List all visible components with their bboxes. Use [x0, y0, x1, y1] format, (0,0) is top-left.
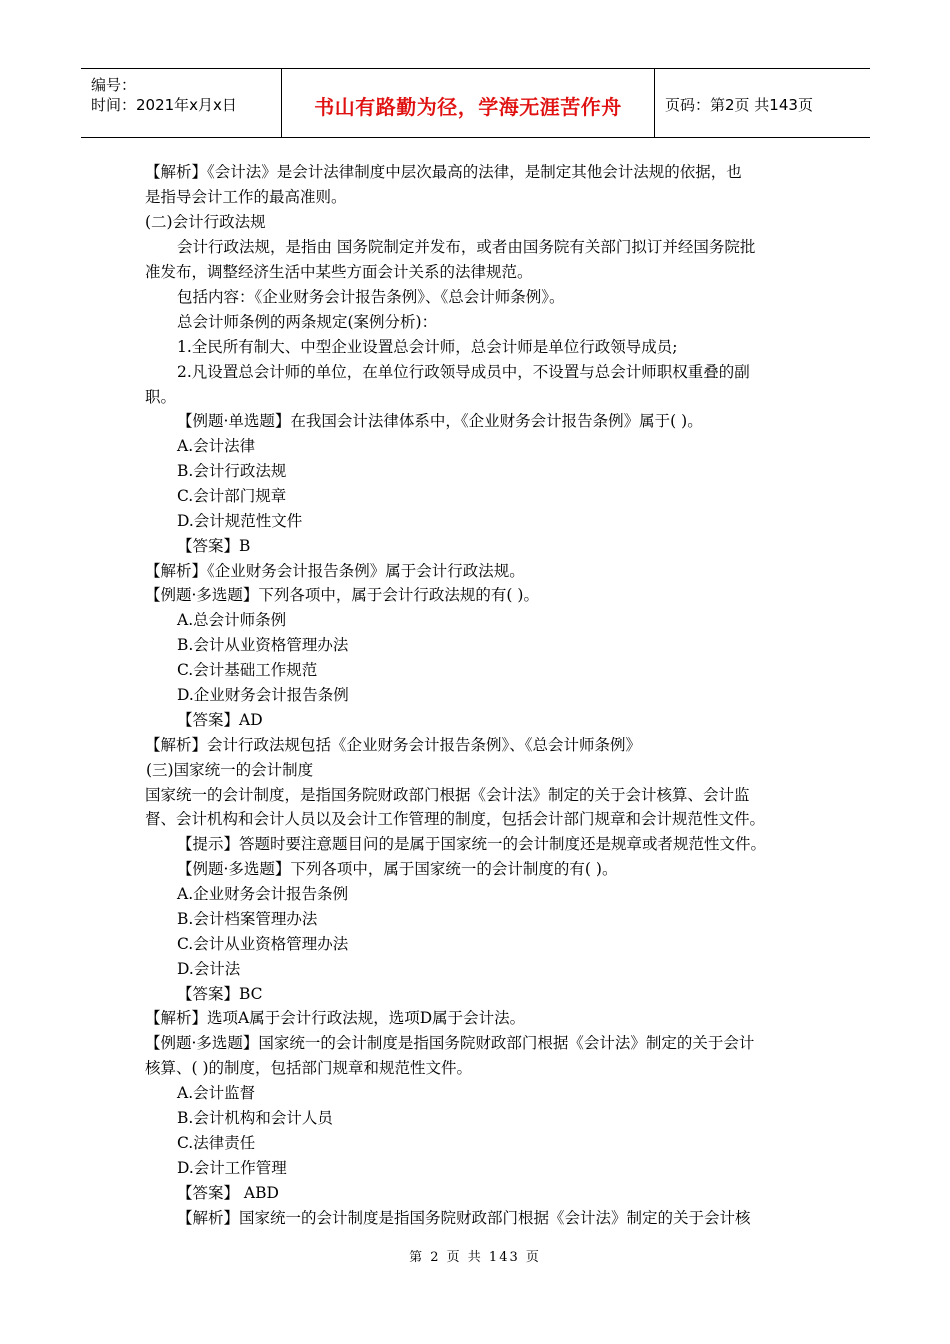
body-line: 包括内容：《企业财务会计报告条例》、《总会计师条例》。 [177, 288, 565, 306]
body-line: 国家统一的会计制度，是指国务院财政部门根据《会计法》制定的关于会计核算、会计监 [145, 786, 750, 804]
section-heading: (二)会计行政法规 [145, 213, 266, 231]
document-time-label: 时间：2021年x月x日 [91, 96, 237, 114]
answer-line: 【答案】BC [177, 985, 263, 1003]
option-line: D.会计工作管理 [177, 1159, 287, 1177]
body-line: 职。 [145, 388, 177, 406]
analysis-line: 【解析】《企业财务会计报告条例》属于会计行政法规。 [145, 562, 525, 580]
analysis-line: 【解析】国家统一的会计制度是指国务院财政部门根据《会计法》制定的关于会计核 [177, 1209, 751, 1227]
option-line: B.会计档案管理办法 [177, 910, 318, 928]
question-line: 【例题·多选题】下列各项中，属于国家统一的会计制度的有( )。 [177, 860, 618, 878]
page-footer [0, 1246, 950, 1265]
body-line: 总会计师条例的两条规定(案例分析)： [177, 313, 438, 331]
question-line: 【例题·多选题】下列各项中，属于会计行政法规的有( )。 [145, 586, 539, 604]
option-line: C.会计部门规章 [177, 487, 287, 505]
answer-line: 【答案】 ABD [177, 1184, 279, 1202]
header-motto: 书山有路勤为径，学海无涯苦作舟 [314, 95, 622, 119]
question-line: 【例题·单选题】在我国会计法律体系中，《企业财务会计报告条例》属于( )。 [177, 412, 703, 430]
option-line: C.会计基础工作规范 [177, 661, 318, 679]
analysis-line: 【解析】会计行政法规包括《企业财务会计报告条例》、《总会计师条例》 [145, 736, 642, 754]
question-line: 【例题·多选题】国家统一的会计制度是指国务院财政部门根据《会计法》制定的关于会计 [145, 1034, 755, 1052]
option-line: D.企业财务会计报告条例 [177, 686, 349, 704]
analysis-line: 【解析】选项A属于会计行政法规，选项D属于会计法。 [145, 1009, 526, 1027]
option-line: C.会计从业资格管理办法 [177, 935, 349, 953]
option-line: B.会计机构和会计人员 [177, 1109, 333, 1127]
option-line: D.会计法 [177, 960, 241, 978]
section-heading: (三)国家统一的会计制度 [146, 761, 314, 779]
answer-line: 【答案】B [177, 537, 251, 555]
header-meta-cell [81, 69, 282, 137]
header-page-info: 页码：第2页 共143页 [665, 96, 813, 114]
body-line: 1.全民所有制大、中型企业设置总会计师，总会计师是单位行政领导成员; [177, 338, 678, 356]
footer-page-number: 第 2 页 共 143 页 [409, 1250, 541, 1265]
option-line: B.会计从业资格管理办法 [177, 636, 349, 654]
option-line: D.会计规范性文件 [177, 512, 303, 530]
body-line: 督、会计机构和会计人员以及会计工作管理的制度，包括会计部门规章和会计规范性文件。 [145, 810, 766, 828]
option-line: A.会计法律 [177, 437, 256, 455]
tip-line: 【提示】答题时要注意题目问的是属于国家统一的会计制度还是规章或者规范性文件。 [177, 835, 767, 853]
body-line: 是指导会计工作的最高准则。 [145, 188, 347, 206]
document-number-label: 编号： [91, 76, 137, 94]
option-line: A.总会计师条例 [177, 611, 287, 629]
option-line: B.会计行政法规 [177, 462, 287, 480]
header-motto-cell [282, 69, 655, 137]
body-line: 2.凡设置总会计师的单位，在单位行政领导成员中，不设置与总会计师职权重叠的副 [177, 363, 750, 381]
body-line: 准发布，调整经济生活中某些方面会计关系的法律规范。 [145, 263, 533, 281]
body-line: 【解析】《会计法》是会计法律制度中层次最高的法律，是制定其他会计法规的依据，也 [145, 163, 742, 181]
body-line: 会计行政法规，是指由 国务院制定并发布，或者由国务院有关部门拟订并经国务院批 [177, 238, 756, 256]
option-line: C.法律责任 [177, 1134, 256, 1152]
answer-line: 【答案】AD [177, 711, 263, 729]
option-line: A.会计监督 [177, 1084, 256, 1102]
header-page-cell [655, 69, 870, 137]
question-line: 核算、( )的制度，包括部门规章和规范性文件。 [145, 1059, 473, 1077]
option-line: A.企业财务会计报告条例 [177, 885, 349, 903]
page-header [81, 68, 870, 138]
